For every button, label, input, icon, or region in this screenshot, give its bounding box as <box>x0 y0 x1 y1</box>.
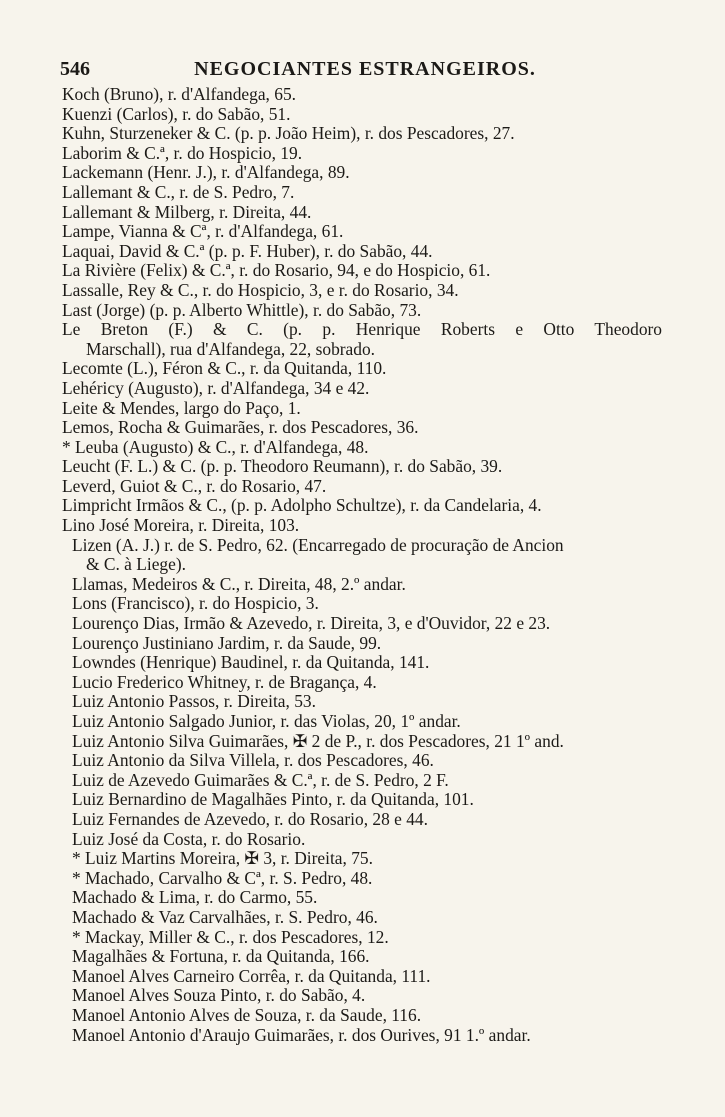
list-item: La Rivière (Felix) & C.ª, r. do Rosario, 94, e do Hospicio, 61. <box>62 261 491 281</box>
list-item: Llamas, Medeiros & C., r. Direita, 48, 2.º andar. <box>72 574 406 594</box>
list-item: Leite & Mendes, largo do Paço, 1. <box>62 398 301 418</box>
list-item-continuation: Marschall), rua d'Alfandega, 22, sobrado. <box>86 339 376 359</box>
list-item: Le Breton (F.) & C. (p. p. Henrique Roberts e Otto Theodoro <box>62 320 662 340</box>
list-item: Machado & Lima, r. do Carmo, 55. <box>72 888 318 908</box>
page-title: NEGOCIANTES ESTRANGEIROS. <box>194 58 536 80</box>
list-item: Luiz Antonio Silva Guimarães, ✠ 2 de P., r. dos Pescadores, 21 1º and. <box>72 731 564 751</box>
list-item: * Luiz Martins Moreira, ✠ 3, r. Direita, 75. <box>72 849 373 869</box>
list-item: Lallemant & Milberg, r. Direita, 44. <box>62 202 312 222</box>
list-item: Leucht (F. L.) & C. (p. p. Theodoro Reumann), r. do Sabão, 39. <box>62 457 503 477</box>
list-item: * Leuba (Augusto) & C., r. d'Alfandega, 48. <box>62 437 369 457</box>
list-item: Limpricht Irmãos & C., (p. p. Adolpho Schultze), r. da Candelaria, 4. <box>62 496 542 516</box>
list-item: Manoel Alves Souza Pinto, r. do Sabão, 4. <box>72 986 366 1006</box>
list-item: Leverd, Guiot & C., r. do Rosario, 47. <box>62 476 327 496</box>
list-item: * Machado, Carvalho & Cª, r. S. Pedro, 48. <box>72 868 373 888</box>
list-item: Lehéricy (Augusto), r. d'Alfandega, 34 e 42. <box>62 378 370 398</box>
list-item: Luiz Antonio Salgado Junior, r. das Violas, 20, 1º andar. <box>72 712 461 731</box>
list-item: Luiz Bernardino de Magalhães Pinto, r. da Quitanda, 101. <box>72 790 474 810</box>
list-item: Lucio Frederico Whitney, r. de Bragança, 4. <box>72 672 377 692</box>
list-item: Kuhn, Sturzeneker & C. (p. p. João Heim), r. dos Pescadores, 27. <box>62 124 515 144</box>
list-item: Lackemann (Henr. J.), r. d'Alfandega, 89. <box>62 163 350 183</box>
list-item: Laborim & C.ª, r. do Hospicio, 19. <box>62 143 303 163</box>
list-item: Lampe, Vianna & Cª, r. d'Alfandega, 61. <box>62 222 344 242</box>
list-item: Lons (Francisco), r. do Hospicio, 3. <box>72 594 319 614</box>
list-item: Lecomte (L.), Féron & C., r. da Quitanda, 110. <box>62 359 387 379</box>
list-item: Lourenço Dias, Irmão & Azevedo, r. Direita, 3, e d'Ouvidor, 22 e 23. <box>72 614 551 634</box>
list-item: Koch (Bruno), r. d'Alfandega, 65. <box>62 85 296 104</box>
list-item: Lallemant & C., r. de S. Pedro, 7. <box>62 182 295 202</box>
directory-list <box>62 85 662 1045</box>
list-item: Laquai, David & C.ª (p. p. F. Huber), r. do Sabão, 44. <box>62 241 433 261</box>
list-item: Manoel Alves Carneiro Corrêa, r. da Quitanda, 111. <box>72 966 431 986</box>
list-item: Lemos, Rocha & Guimarães, r. dos Pescadores, 36. <box>62 418 419 438</box>
list-item: Manoel Antonio Alves de Souza, r. da Saude, 116. <box>72 1005 422 1025</box>
list-item: Kuenzi (Carlos), r. do Sabão, 51. <box>62 104 291 124</box>
list-item: Luiz Antonio da Silva Villela, r. dos Pescadores, 46. <box>72 751 434 771</box>
list-item: Luiz Fernandes de Azevedo, r. do Rosario, 28 e 44. <box>72 809 428 829</box>
list-item: Lino José Moreira, r. Direita, 103. <box>62 516 300 536</box>
list-item: Lassalle, Rey & C., r. do Hospicio, 3, e r. do Rosario, 34. <box>62 280 459 300</box>
list-item: Lowndes (Henrique) Baudinel, r. da Quitanda, 141. <box>72 653 430 673</box>
list-item: Lourenço Justiniano Jardim, r. da Saude, 99. <box>72 633 382 653</box>
list-item: Luiz de Azevedo Guimarães & C.ª, r. de S. Pedro, 2 F. <box>72 770 449 790</box>
list-item: Luiz Antonio Passos, r. Direita, 53. <box>72 692 316 712</box>
page-header <box>60 58 670 82</box>
list-item: Lizen (A. J.) r. de S. Pedro, 62. (Encarregado de procuração de Ancion <box>72 535 564 555</box>
list-item: * Mackay, Miller & C., r. dos Pescadores, 12. <box>72 927 389 947</box>
list-item: Magalhães & Fortuna, r. da Quitanda, 166. <box>72 947 370 967</box>
page-number: 546 <box>60 58 90 80</box>
list-item-continuation: & C. à Liege). <box>86 555 186 575</box>
list-item: Luiz José da Costa, r. do Rosario. <box>72 829 306 849</box>
list-item: Machado & Vaz Carvalhães, r. S. Pedro, 46. <box>72 907 378 927</box>
list-item: Manoel Antonio d'Araujo Guimarães, r. dos Ourives, 91 1.º andar. <box>72 1025 531 1045</box>
list-item: Last (Jorge) (p. p. Alberto Whittle), r. do Sabão, 73. <box>62 300 422 320</box>
